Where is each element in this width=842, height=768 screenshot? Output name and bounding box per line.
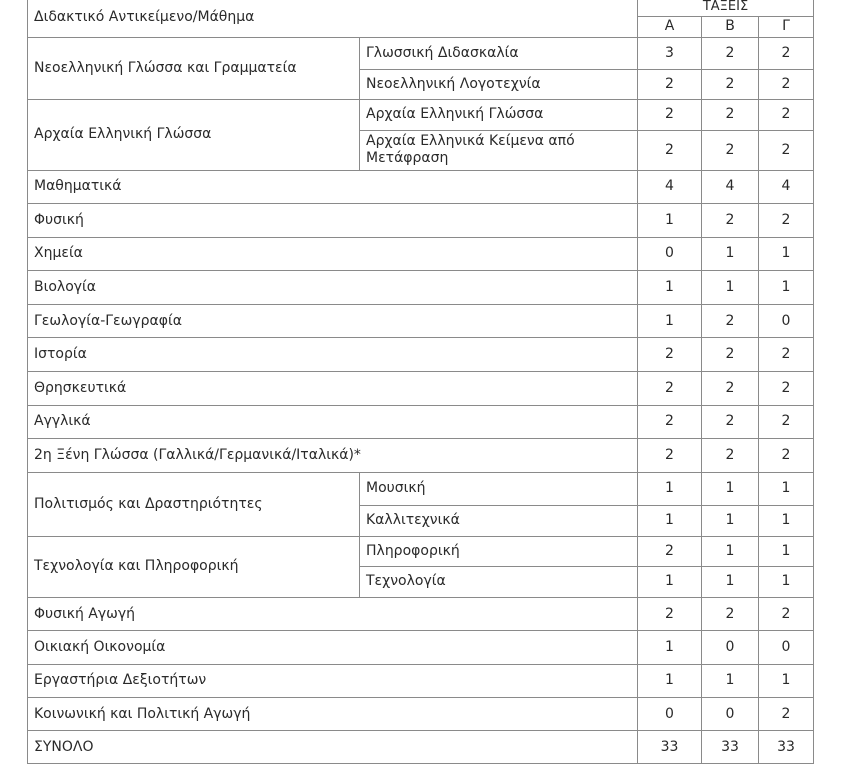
hours-class-b: 0 xyxy=(702,631,759,664)
subject-name: Φυσική Αγωγή xyxy=(28,597,638,630)
subject-name: Θρησκευτικά xyxy=(28,372,638,406)
table-row xyxy=(28,304,814,338)
hours-class-g: 2 xyxy=(759,69,814,99)
hours-class-a: 2 xyxy=(638,130,702,170)
hours-class-a: 2 xyxy=(638,99,702,130)
subject-group-name: Τεχνολογία και Πληροφορική xyxy=(28,536,360,597)
table-row xyxy=(28,536,814,566)
hours-class-g: 2 xyxy=(759,37,814,69)
table-row xyxy=(28,405,814,439)
hours-class-a: 2 xyxy=(638,69,702,99)
hours-class-b: 1 xyxy=(702,664,759,697)
hours-class-a: 2 xyxy=(638,439,702,473)
table-row xyxy=(28,631,814,664)
hours-class-g: 2 xyxy=(759,130,814,170)
hours-class-a: 2 xyxy=(638,405,702,439)
subject-name: Οικιακή Οικονομία xyxy=(28,631,638,664)
subject-name: Φυσική xyxy=(28,204,638,238)
hours-class-a: 1 xyxy=(638,204,702,238)
hours-class-g: 2 xyxy=(759,439,814,473)
subject-name: Ιστορία xyxy=(28,338,638,372)
sub-subject-name: Νεοελληνική Λογοτεχνία xyxy=(360,69,638,99)
subject-name: Χημεία xyxy=(28,237,638,271)
hours-class-g: 1 xyxy=(759,472,814,505)
class-column-g: Γ xyxy=(759,16,814,37)
sub-subject-name: Αρχαία Ελληνική Γλώσσα xyxy=(360,99,638,130)
subject-group-name: Αρχαία Ελληνική Γλώσσα xyxy=(28,99,360,170)
hours-class-b: 1 xyxy=(702,472,759,505)
hours-class-b: 2 xyxy=(702,597,759,630)
hours-class-b: 1 xyxy=(702,271,759,305)
hours-class-g: 0 xyxy=(759,631,814,664)
class-column-b: Β xyxy=(702,16,759,37)
hours-class-b: 0 xyxy=(702,698,759,731)
hours-class-b: 1 xyxy=(702,566,759,597)
sub-subject-name: Πληροφορική xyxy=(360,536,638,566)
table-row xyxy=(28,338,814,372)
hours-class-b: 1 xyxy=(702,237,759,271)
table-row xyxy=(28,271,814,305)
sub-subject-name: Γλωσσική Διδασκαλία xyxy=(360,37,638,69)
hours-class-a: 0 xyxy=(638,698,702,731)
hours-class-a: 1 xyxy=(638,271,702,305)
hours-class-b: 2 xyxy=(702,405,759,439)
hours-class-a: 2 xyxy=(638,372,702,406)
hours-class-g: 2 xyxy=(759,405,814,439)
hours-class-b: 2 xyxy=(702,99,759,130)
hours-class-b: 2 xyxy=(702,372,759,406)
classes-header: ΤΑΞΕΙΣ xyxy=(638,0,814,16)
hours-class-a: 3 xyxy=(638,37,702,69)
table-row xyxy=(28,372,814,406)
hours-class-g: 4 xyxy=(759,170,814,204)
hours-class-b: 1 xyxy=(702,505,759,536)
hours-class-a: 1 xyxy=(638,566,702,597)
header-row-top xyxy=(28,0,814,16)
subject-name: Αγγλικά xyxy=(28,405,638,439)
subject-name: Γεωλογία-Γεωγραφία xyxy=(28,304,638,338)
table-row xyxy=(28,204,814,238)
hours-class-b: 2 xyxy=(702,204,759,238)
hours-class-g: 1 xyxy=(759,505,814,536)
hours-class-b: 2 xyxy=(702,130,759,170)
hours-class-g: 1 xyxy=(759,566,814,597)
hours-class-g: 2 xyxy=(759,99,814,130)
hours-class-b: 2 xyxy=(702,69,759,99)
subject-column-header: Διδακτικό Αντικείμενο/Μάθημα xyxy=(28,0,638,37)
hours-class-b: 33 xyxy=(702,731,759,764)
table-row xyxy=(28,664,814,697)
subject-group-name: Πολιτισμός και Δραστηριότητες xyxy=(28,472,360,536)
hours-class-a: 4 xyxy=(638,170,702,204)
hours-class-b: 2 xyxy=(702,37,759,69)
curriculum-hours-table xyxy=(27,0,814,764)
hours-class-b: 2 xyxy=(702,439,759,473)
total-row xyxy=(28,731,814,764)
hours-class-a: 1 xyxy=(638,304,702,338)
hours-class-g: 0 xyxy=(759,304,814,338)
sub-subject-name: Τεχνολογία xyxy=(360,566,638,597)
sub-subject-name: Καλλιτεχνικά xyxy=(360,505,638,536)
hours-class-g: 2 xyxy=(759,597,814,630)
table-row xyxy=(28,698,814,731)
subject-name: 2η Ξένη Γλώσσα (Γαλλικά/Γερμανικά/Ιταλικά)* xyxy=(28,439,638,473)
hours-class-a: 2 xyxy=(638,338,702,372)
hours-class-g: 2 xyxy=(759,204,814,238)
hours-class-a: 33 xyxy=(638,731,702,764)
hours-class-g: 1 xyxy=(759,536,814,566)
hours-class-a: 1 xyxy=(638,505,702,536)
total-label: ΣΥΝΟΛΟ xyxy=(28,731,638,764)
hours-class-a: 1 xyxy=(638,472,702,505)
table-row xyxy=(28,597,814,630)
subject-group-name: Νεοελληνική Γλώσσα και Γραμματεία xyxy=(28,37,360,99)
hours-class-g: 2 xyxy=(759,372,814,406)
subject-name: Εργαστήρια Δεξιοτήτων xyxy=(28,664,638,697)
hours-class-g: 2 xyxy=(759,338,814,372)
subject-name: Κοινωνική και Πολιτική Αγωγή xyxy=(28,698,638,731)
hours-class-b: 1 xyxy=(702,536,759,566)
table-row xyxy=(28,237,814,271)
hours-class-b: 2 xyxy=(702,304,759,338)
subject-name: Βιολογία xyxy=(28,271,638,305)
hours-class-a: 1 xyxy=(638,631,702,664)
class-column-a: Α xyxy=(638,16,702,37)
table-row xyxy=(28,439,814,473)
hours-class-g: 1 xyxy=(759,664,814,697)
hours-class-g: 1 xyxy=(759,237,814,271)
hours-class-b: 4 xyxy=(702,170,759,204)
table-row xyxy=(28,170,814,204)
hours-class-a: 0 xyxy=(638,237,702,271)
hours-class-g: 1 xyxy=(759,271,814,305)
table-row xyxy=(28,472,814,505)
sub-subject-name: Μουσική xyxy=(360,472,638,505)
hours-class-g: 33 xyxy=(759,731,814,764)
table-row xyxy=(28,99,814,130)
hours-class-b: 2 xyxy=(702,338,759,372)
sub-subject-name: Αρχαία Ελληνικά Κείμενα από Μετάφραση xyxy=(360,130,638,170)
hours-class-a: 2 xyxy=(638,536,702,566)
hours-class-a: 1 xyxy=(638,664,702,697)
table-row xyxy=(28,37,814,69)
hours-class-a: 2 xyxy=(638,597,702,630)
subject-name: Μαθηματικά xyxy=(28,170,638,204)
hours-class-g: 2 xyxy=(759,698,814,731)
